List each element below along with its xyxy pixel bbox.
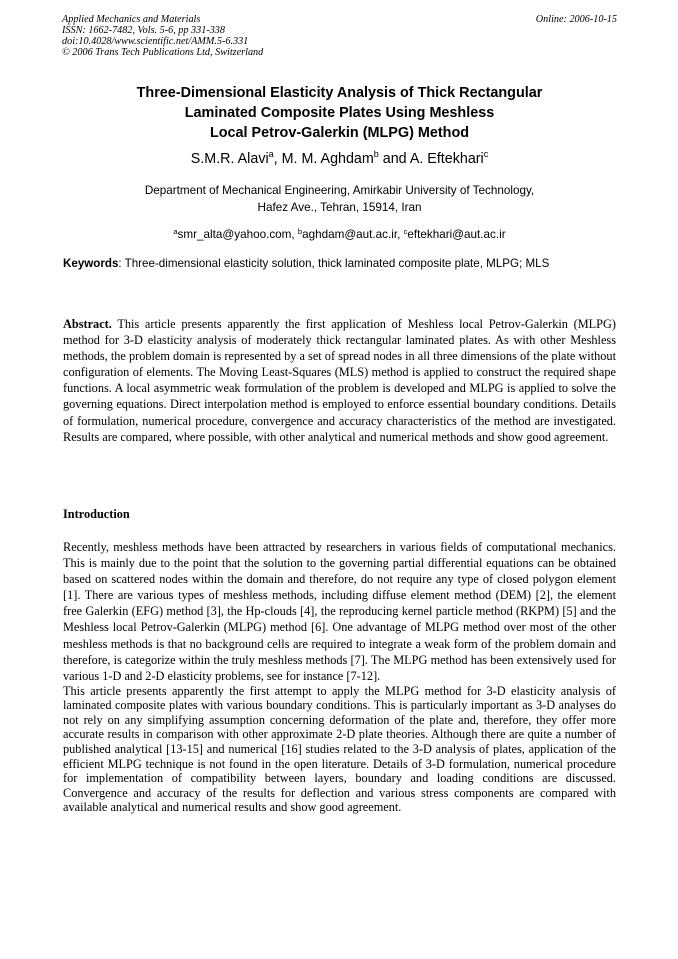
title-line-3: Local Petrov-Galerkin (MLPG) Method	[209, 125, 470, 141]
author-list	[62, 150, 617, 168]
author-aghdam: M. M. Aghdam	[281, 151, 374, 167]
doi-line: doi:10.4028/www.scientific.net/AMM.5-6.331	[62, 36, 249, 47]
email-a-mark: a	[173, 227, 178, 236]
email-separator-1: ,	[291, 228, 298, 241]
paper-title	[62, 83, 617, 143]
author-eftekhari: A. Eftekhari	[409, 151, 484, 167]
email-b-mark: b	[297, 227, 303, 236]
keywords-text: : Three-dimensional elasticity solution, thick laminated composite plate, MLPG; MLS	[118, 257, 550, 270]
issn-line: ISSN: 1662-7482, Vols. 5-6, pp 331-338	[62, 25, 225, 36]
author-aghdam-mark: b	[373, 149, 379, 159]
author-separator-2: and	[378, 151, 410, 167]
author-alavi-mark: a	[268, 149, 274, 159]
abstract-label: Abstract.	[63, 317, 112, 331]
introduction-paragraph-1: Recently, meshless methods have been attracted by researchers in various fields of computational mechanics. This is mainly due to the point that the solution to the governing partial differential equations can be obtained based on scattered nodes within the domain and therefore, do not require any type of closed polygon element [1]. There are various types of meshless methods, including diffuse element method (DEM) [2], the element free Galerkin (EFG) method [3], the Hp-clouds [4], the reproducing kernel particle method (RKPM) [5] and the Meshless local Petrov-Galerkin (MLPG) method [6]. One advantage of MLPG method over most of the other meshless methods is that no background cells are required to integrate a weak form of the problem domain and therefore, is categorize within the truly meshless methods [7]. The MLPG method has been extensively used for various 1-D and 2-D elasticity problems, see for instance [7-12].	[63, 540, 616, 683]
author-separator-1: ,	[273, 151, 282, 167]
email-list	[62, 227, 617, 243]
keywords-label: Keywords	[63, 257, 119, 270]
author-eftekhari-mark: c	[483, 149, 489, 159]
affiliation-line-2: Hafez Ave., Tehran, 15914, Iran	[257, 200, 422, 214]
abstract	[63, 316, 616, 445]
journal-header	[62, 14, 617, 58]
title-line-1: Three-Dimensional Elasticity Analysis of Thick Rectangular	[136, 85, 543, 101]
introduction-heading: Introduction	[63, 507, 130, 521]
introduction-body	[63, 539, 616, 815]
keywords	[63, 256, 623, 272]
title-line-2: Laminated Composite Plates Using Meshless	[184, 105, 495, 121]
email-c-mark: c	[403, 227, 408, 236]
author-alavi: S.M.R. Alavi	[190, 151, 269, 167]
affiliation	[62, 183, 617, 216]
abstract-text: This article presents apparently the first application of Meshless local Petrov-Galerkin (MLPG) method for 3-D elasticity analysis of moderately thick rectangular laminated plates. As with other Meshless methods, the problem domain is represented by a set of spread nodes in all three dimensions of the plate without configuration of elements. The Moving Least-Squares (MLS) method is applied to construct the required shape functions. A local asymmetric weak formulation of the problem is developed and MLPG is applied to solve the governing equations. Direct interpolation method is employed to enforce essential boundary conditions. Details of formulation, numerical procedure, convergence and accuracy characteristics of the method are investigated. Results are compared, where possible, with other analytical and numerical methods and show good agreement.	[63, 317, 616, 444]
email-a: smr_alta@yahoo.com	[177, 228, 292, 241]
online-date: Online: 2006-10-15	[535, 14, 617, 25]
affiliation-line-1: Department of Mechanical Engineering, Amirkabir University of Technology,	[144, 184, 535, 197]
journal-name: Applied Mechanics and Materials	[62, 14, 201, 25]
email-b: aghdam@aut.ac.ir	[302, 228, 398, 241]
copyright-line: © 2006 Trans Tech Publications Ltd, Switzerland	[62, 47, 264, 58]
email-separator-2: ,	[397, 228, 404, 241]
introduction-paragraph-2: This article presents apparently the first attempt to apply the MLPG method for 3-D elasticity analysis of laminated composite plates with various boundary conditions. This is particularly important as 3-D analyses do not rely on any simplifying assumption concerning deformation of the plate and, therefore, they offer more accurate results in comparison with other approximate 2-D plate theories. Although there are quite a number of published analytical [13-15] and numerical [16] studies related to the 3-D analysis of plates, application of the efficient MLPG technique is not found in the open literature. Details of 3-D formulation, numerical procedure for implementation of compatibility between layers, boundary and loading conditions are discussed. Convergence and accuracy of the results for deflection and various stress components are compared with available analytical and numerical results and show good agreement.	[63, 683, 616, 815]
email-c: eftekhari@aut.ac.ir	[407, 228, 506, 241]
